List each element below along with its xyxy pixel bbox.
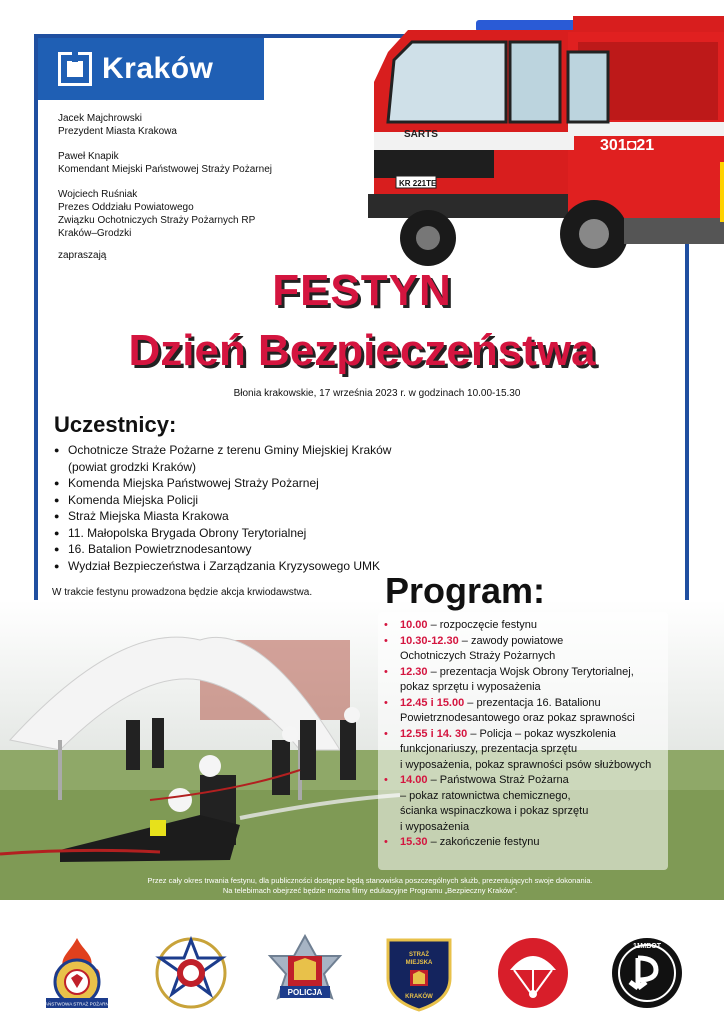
footnote [70, 876, 670, 896]
program-list [384, 618, 674, 851]
program-time: 10.30-12.30 [400, 634, 459, 647]
invite-text: zapraszają [58, 250, 107, 261]
program-item [384, 634, 674, 665]
program-time: 14.00 [400, 774, 428, 786]
list-item: ● Komenda Miejska Państwowej Straży Pożarnej [54, 475, 391, 492]
list-item: ● Komenda Miejska Policji [54, 492, 391, 509]
program-time: 10.00 [400, 619, 428, 631]
inviter-name: Paweł Knapik [58, 151, 119, 162]
festival-subtitle: Dzień Bezpieczeństwa [128, 326, 596, 375]
list-item-text: (powiat grodzki Kraków) [68, 459, 197, 474]
program-desc: i wyposażenia [400, 820, 470, 833]
program-item [384, 665, 674, 696]
program-desc: Powietrznodesantowego oraz pokaz sprawności [400, 712, 635, 724]
program-item [384, 618, 674, 634]
inviter-name: Jacek Majchrowski [58, 113, 142, 124]
program-desc: – prezentacja Wojsk Obrony Terytorialnej, [430, 665, 634, 678]
program-item [384, 773, 674, 835]
list-item: ● Wydział Bezpieczeństwa i Zarządzania Kryzysowego UMK [54, 558, 391, 575]
inviter-role: Kraków–Grodzki [58, 228, 132, 239]
program-desc: – pokaz ratownictwa chemicznego, [400, 789, 571, 802]
city-guard-emblem-icon [380, 934, 458, 1012]
logo-caption: POLICJA [287, 988, 323, 997]
list-item: ● Straż Miejska Miasta Krakowa [54, 508, 391, 525]
festival-title: FESTYN [272, 266, 452, 315]
program-desc: Ochotniczych Straży Pożarnych [400, 650, 556, 662]
police-emblem-icon [266, 934, 344, 1012]
program-item [384, 696, 674, 727]
logo-text: Kraków [102, 52, 214, 85]
program-desc: i wyposażenia, pokaz sprawności psów służbowych [400, 758, 652, 771]
program-desc: – Państwowa Straż Pożarna [430, 774, 569, 786]
program-time: 12.55 i 14. 30 [400, 727, 468, 740]
fire-truck-illustration [368, 12, 724, 270]
osp-emblem-icon [152, 934, 230, 1012]
inviter-role: Prezes Oddziału Powiatowego [58, 202, 194, 213]
inviter [58, 188, 272, 240]
program-desc: – zakończenie festynu [430, 836, 540, 848]
list-item: ● 16. Batalion Powietrznodesantowy [54, 541, 391, 558]
list-item: ● 11. Małopolska Brygada Obrony Terytorialnej [54, 525, 391, 542]
inviter [58, 150, 272, 176]
inviters [58, 112, 272, 252]
list-item-continuation [54, 459, 391, 476]
footnote-line: Na telebimach obejrzeć będzie można filmy edukacyjne Programu „Bezpieczny Kraków”. [222, 886, 518, 895]
program-desc: funkcjonariuszy, prezentacja sprzętu [400, 743, 578, 755]
inviter-name: Wojciech Ruśniak [58, 189, 138, 200]
program-item [384, 835, 674, 851]
program-desc: ścianka wspinaczkowa i pokaz sprzętu [400, 805, 589, 817]
program-time: 12.45 i 15.00 [400, 696, 465, 709]
participants-heading: Uczestnicy: [54, 412, 177, 437]
inviter [58, 112, 272, 138]
truck-cab-label: SARTS [404, 129, 438, 140]
airborne-emblem-icon [494, 934, 572, 1012]
participants-list [54, 442, 391, 574]
program-desc: – rozpoczęcie festynu [430, 619, 537, 631]
program-desc: – prezentacja 16. Batalionu [467, 696, 601, 709]
svg-text:STRAŻ: STRAŻ [409, 952, 429, 958]
program-desc: pokaz sprzętu i wyposażenia [400, 681, 541, 693]
inviter-role: Związku Ochotniczych Straży Pożarnych RP [58, 215, 256, 226]
psp-emblem-icon [38, 934, 116, 1012]
footnote-line: Przez cały okres trwania festynu, dla publiczności dostępne będą stanowiska poszczególnych służb, prezentujących swoje dokonania. [147, 876, 593, 885]
program-time: 15.30 [400, 836, 428, 848]
territorial-defense-emblem-icon [608, 934, 686, 1012]
list-item: ● Ochotnicze Straże Pożarne z terenu Gminy Miejskiej Kraków [54, 442, 391, 459]
program-item [384, 727, 674, 774]
program-desc: – zawody powiatowe [461, 634, 564, 647]
logo-caption: 11MBOT [632, 943, 662, 950]
svg-text:MIEJSKA: MIEJSKA [405, 960, 433, 966]
blood-drive-note: W trakcie festynu prowadzona będzie akcja krwiodawstwa. [52, 587, 313, 598]
krakow-logo-icon [58, 52, 92, 86]
inviter-role: Prezydent Miasta Krakowa [58, 126, 177, 137]
logo-caption: PAŃSTWOWA STRAŻ POŻARNA [42, 1001, 112, 1007]
program-desc: – Policja – pokaz wyszkolenia [470, 727, 616, 740]
partner-logos [0, 922, 724, 1024]
program-time: 12.30 [400, 665, 428, 678]
krakow-logo [38, 38, 264, 100]
truck-unit-number: 301◘21 [600, 137, 655, 154]
inviter-role: Komendant Miejski Państwowej Straży Pożarnej [58, 164, 272, 175]
event-date: Błonia krakowskie, 17 września 2023 r. w godzinach 10.00-15.30 [233, 388, 521, 399]
program-heading: Program: [385, 570, 546, 611]
svg-text:KRAKÓW: KRAKÓW [405, 994, 433, 1000]
truck-plate: KR 221TE [399, 179, 437, 188]
